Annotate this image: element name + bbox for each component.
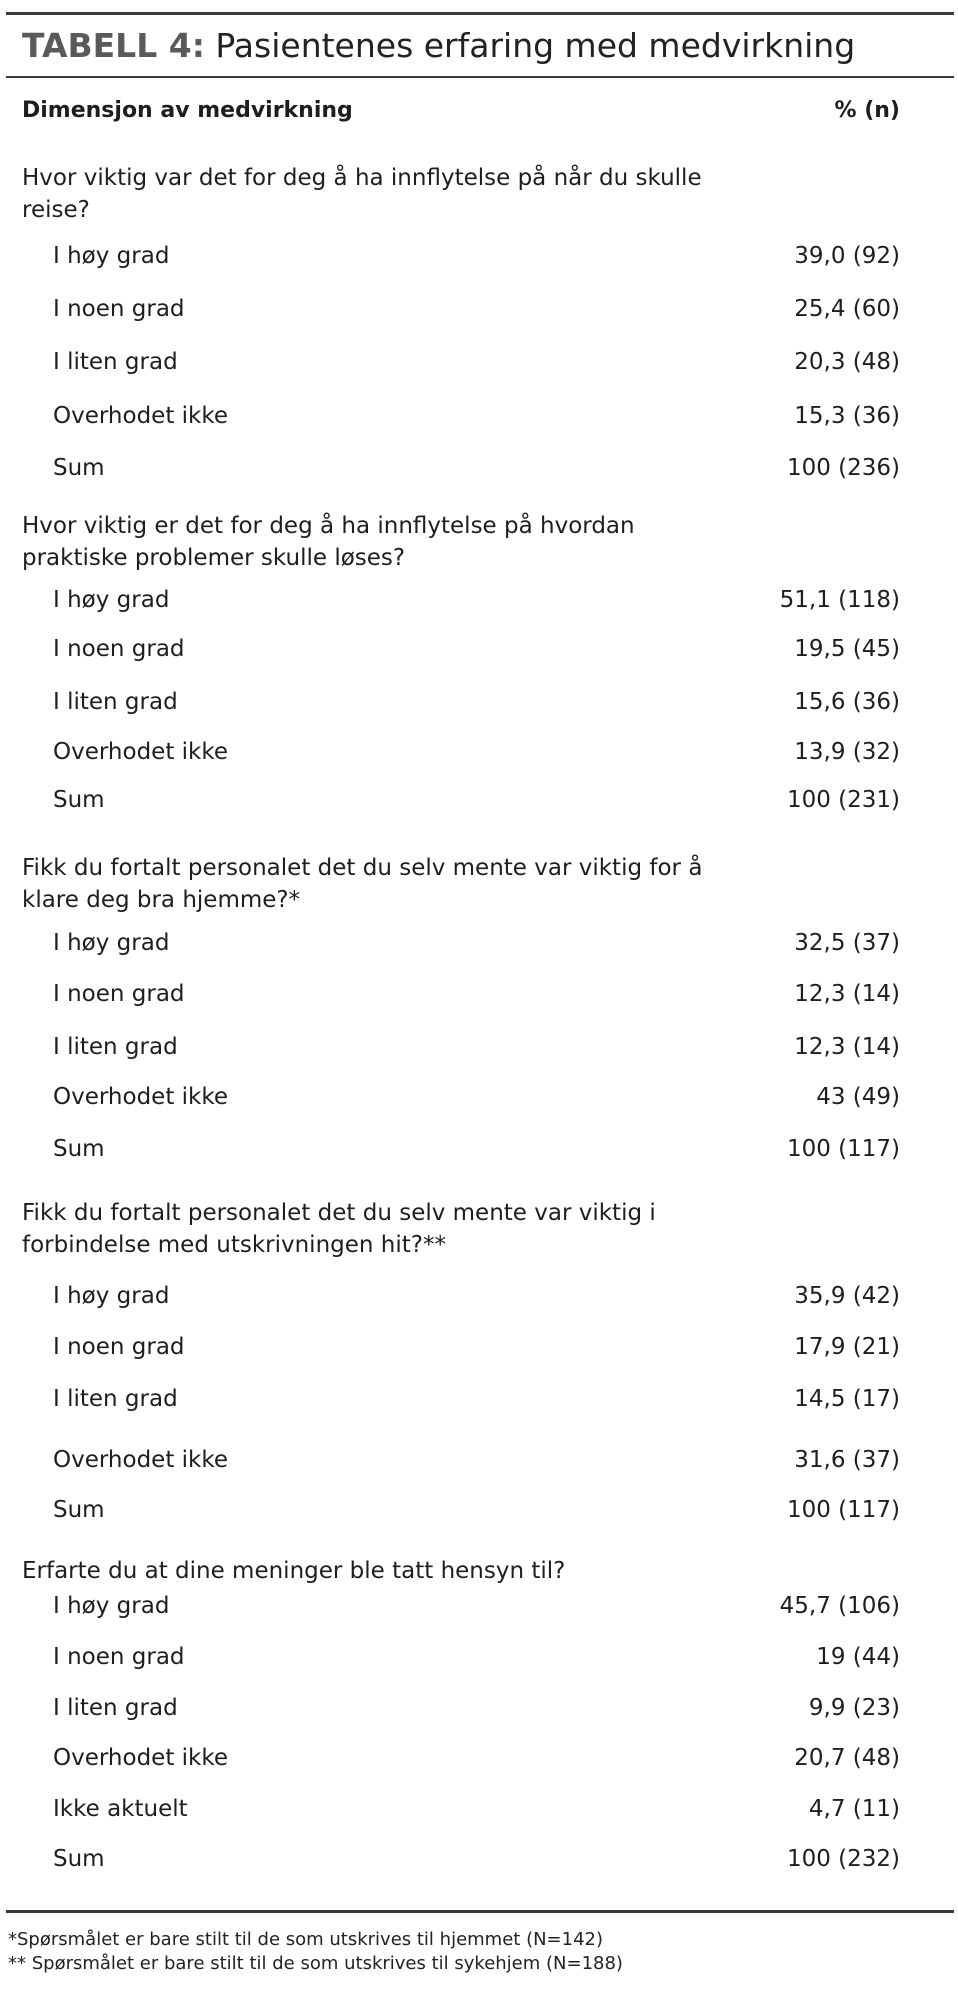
row-label: I høy grad xyxy=(53,587,170,613)
table-row xyxy=(0,1742,958,1774)
row-value: 12,3 (14) xyxy=(794,1034,900,1060)
table-row xyxy=(0,1331,958,1363)
row-value: 100 (117) xyxy=(786,1136,900,1162)
table-row xyxy=(0,400,958,432)
table-row xyxy=(0,1843,958,1875)
table-row xyxy=(0,240,958,272)
row-value: 100 (231) xyxy=(786,787,900,813)
row-value: 15,6 (36) xyxy=(794,689,900,715)
row-label: I liten grad xyxy=(53,1034,178,1060)
row-label: Sum xyxy=(53,787,105,813)
row-label: Ikke aktuelt xyxy=(53,1796,188,1822)
table-row xyxy=(0,1383,958,1415)
table-row xyxy=(0,1280,958,1312)
question-5: Erfarte du at dine meninger ble tatt hensyn til? xyxy=(22,1558,566,1584)
table-title-text: Pasientenes erfaring med medvirkning xyxy=(215,26,856,65)
footnote-1: *Spørsmålet er bare stilt til de som utskrives til hjemmet (N=142) xyxy=(8,1929,604,1950)
row-value: 20,7 (48) xyxy=(794,1745,900,1771)
row-value: 45,7 (106) xyxy=(779,1593,900,1619)
row-label: Overhodet ikke xyxy=(53,739,229,765)
table-row xyxy=(0,927,958,959)
row-value: 32,5 (37) xyxy=(794,930,900,956)
table-label: TABELL 4: xyxy=(22,26,205,65)
table-row xyxy=(0,736,958,768)
row-label: I noen grad xyxy=(53,981,185,1007)
row-label: I liten grad xyxy=(53,1386,178,1412)
row-label: I liten grad xyxy=(53,349,178,375)
question-4: Fikk du fortalt personalet det du selv mente var viktig i forbindelse med utskrivningen hit?** xyxy=(22,1200,656,1258)
table-row xyxy=(0,584,958,616)
row-label: I høy grad xyxy=(53,1593,170,1619)
table-row xyxy=(0,686,958,718)
row-value: 39,0 (92) xyxy=(794,243,900,269)
table-row xyxy=(0,1793,958,1825)
table-row xyxy=(0,1641,958,1673)
row-value: 20,3 (48) xyxy=(794,349,900,375)
table-row xyxy=(0,633,958,665)
row-value: 43 (49) xyxy=(816,1084,900,1110)
row-value: 12,3 (14) xyxy=(794,981,900,1007)
row-label: I høy grad xyxy=(53,1283,170,1309)
row-label: I noen grad xyxy=(53,296,185,322)
table-row xyxy=(0,1444,958,1476)
column-header-dimension: Dimensjon av medvirkning xyxy=(22,98,353,123)
table-row xyxy=(0,346,958,378)
table-row xyxy=(0,784,958,816)
table-row xyxy=(0,1590,958,1622)
row-label: Overhodet ikke xyxy=(53,403,229,429)
row-value: 100 (236) xyxy=(786,455,900,481)
table-row xyxy=(0,978,958,1010)
row-label: I noen grad xyxy=(53,636,185,662)
table-row xyxy=(0,1133,958,1165)
row-label: Overhodet ikke xyxy=(53,1084,229,1110)
row-value: 19 (44) xyxy=(816,1644,900,1670)
row-value: 15,3 (36) xyxy=(794,403,900,429)
row-label: Overhodet ikke xyxy=(53,1745,229,1771)
row-label: Overhodet ikke xyxy=(53,1447,229,1473)
row-label: I noen grad xyxy=(53,1644,185,1670)
row-label: I liten grad xyxy=(53,1695,178,1721)
row-label: Sum xyxy=(53,1497,105,1523)
column-header-percent: % (n) xyxy=(834,98,900,123)
row-label: I høy grad xyxy=(53,930,170,956)
row-label: Sum xyxy=(53,1846,105,1872)
table-row xyxy=(0,452,958,484)
row-value: 13,9 (32) xyxy=(794,739,900,765)
table-row xyxy=(0,1494,958,1526)
footnote-2: ** Spørsmålet er bare stilt til de som utskrives til sykehjem (N=188) xyxy=(8,1953,623,1974)
bottom-rule xyxy=(6,1910,954,1913)
table-row xyxy=(0,293,958,325)
row-value: 19,5 (45) xyxy=(794,636,900,662)
title-rule xyxy=(6,76,954,78)
row-label: I liten grad xyxy=(53,689,178,715)
table-row xyxy=(0,1031,958,1063)
row-label: Sum xyxy=(53,455,105,481)
row-label: I høy grad xyxy=(53,243,170,269)
table-row xyxy=(0,1692,958,1724)
row-value: 31,6 (37) xyxy=(794,1447,900,1473)
row-value: 25,4 (60) xyxy=(794,296,900,322)
row-label: Sum xyxy=(53,1136,105,1162)
row-value: 17,9 (21) xyxy=(794,1334,900,1360)
row-value: 51,1 (118) xyxy=(779,587,900,613)
row-value: 35,9 (42) xyxy=(794,1283,900,1309)
question-1: Hvor viktig var det for deg å ha innflytelse på når du skulle reise? xyxy=(22,165,702,223)
table-title xyxy=(22,24,855,68)
table-row xyxy=(0,1081,958,1113)
row-value: 14,5 (17) xyxy=(794,1386,900,1412)
question-2: Hvor viktig er det for deg å ha innflytelse på hvordan praktiske problemer skulle løses? xyxy=(22,513,635,571)
row-value: 4,7 (11) xyxy=(808,1796,900,1822)
row-value: 9,9 (23) xyxy=(808,1695,900,1721)
row-label: I noen grad xyxy=(53,1334,185,1360)
question-3: Fikk du fortalt personalet det du selv mente var viktig for å klare deg bra hjemme?* xyxy=(22,855,703,913)
row-value: 100 (117) xyxy=(786,1497,900,1523)
row-value: 100 (232) xyxy=(786,1846,900,1872)
top-rule xyxy=(6,12,954,15)
